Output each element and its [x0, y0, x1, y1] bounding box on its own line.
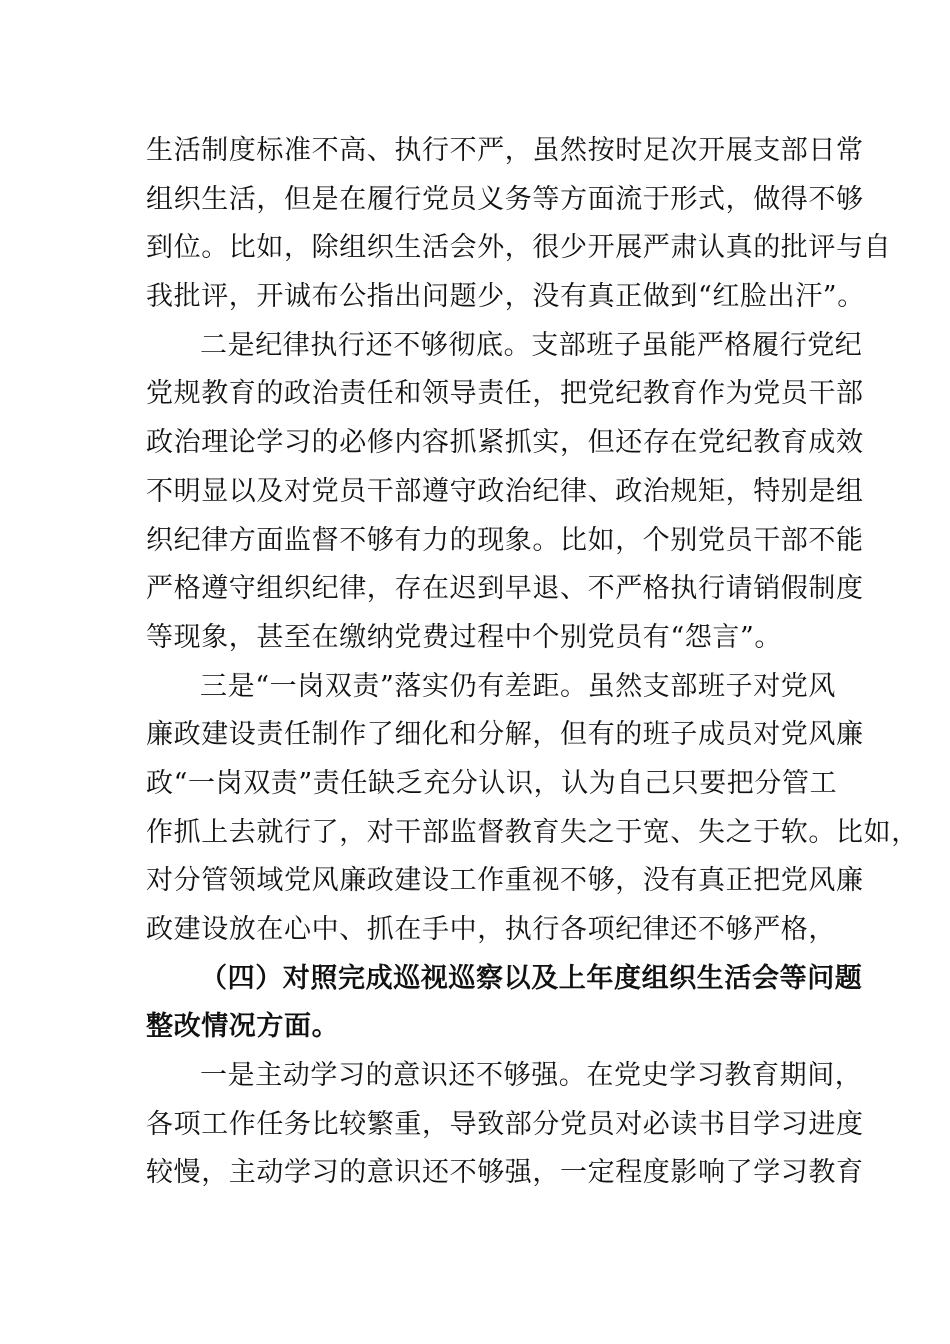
text-line: 党规教育的政治责任和领导责任，把党纪教育作为党员干部: [146, 378, 864, 410]
text-line: 廉政建设责任制作了细化和分解，但有的班子成员对党风廉: [146, 719, 864, 751]
text-line: 政“一岗双责”责任缺乏充分认识，认为自己只要把分管工: [146, 767, 838, 799]
text-line: 对分管领域党风廉政建设工作重视不够，没有真正把党风廉: [146, 865, 864, 897]
text-line: 作抓上去就行了，对干部监督教育失之于宽、失之于软。比如，: [146, 816, 919, 848]
text-line: 各项工作任务比较繁重，导致部分党员对必读书目学习进度: [146, 1108, 864, 1140]
text-line: 不明显以及对党员干部遵守政治纪律、政治规矩，特别是组: [146, 475, 864, 507]
text-line: 组织生活，但是在履行党员义务等方面流于形式，做得不够: [146, 183, 864, 215]
paragraph-start-line: 一是主动学习的意识还不够强。在党史学习教育期间，: [200, 1060, 863, 1092]
text-line: 等现象，甚至在缴纳党费过程中个别党员有“怨言”。: [146, 621, 783, 653]
paragraph-start-line: 三是“一岗双责”落实仍有差距。虽然支部班子对党风: [200, 670, 837, 702]
text-line: 我批评，开诚布公指出问题少，没有真正做到“红脸出汗”。: [146, 281, 865, 313]
section-heading: （四）对照完成巡视巡察以及上年度组织生活会等问题: [200, 962, 863, 994]
text-line: 严格遵守组织纪律，存在迟到早退、不严格执行请销假制度: [146, 573, 864, 605]
text-line: 织纪律方面监督不够有力的现象。比如，个别党员干部不能: [146, 524, 864, 556]
section-heading-continued: 整改情况方面。: [146, 1011, 340, 1043]
text-line: 较慢，主动学习的意识还不够强，一定程度影响了学习教育: [146, 1157, 864, 1189]
paragraph-start-line: 二是纪律执行还不够彻底。支部班子虽能严格履行党纪: [200, 329, 863, 361]
document-body: [146, 127, 919, 1198]
text-line: 政建设放在心中、抓在手中，执行各项纪律还不够严格，: [146, 914, 836, 945]
text-line: 到位。比如，除组织生活会外，很少开展严肃认真的批评与自: [146, 232, 892, 264]
text-line: 生活制度标准不高、执行不严，虽然按时足次开展支部日常: [146, 135, 864, 166]
text-line: 政治理论学习的必修内容抓紧抓实，但还存在党纪教育成效: [146, 427, 864, 459]
